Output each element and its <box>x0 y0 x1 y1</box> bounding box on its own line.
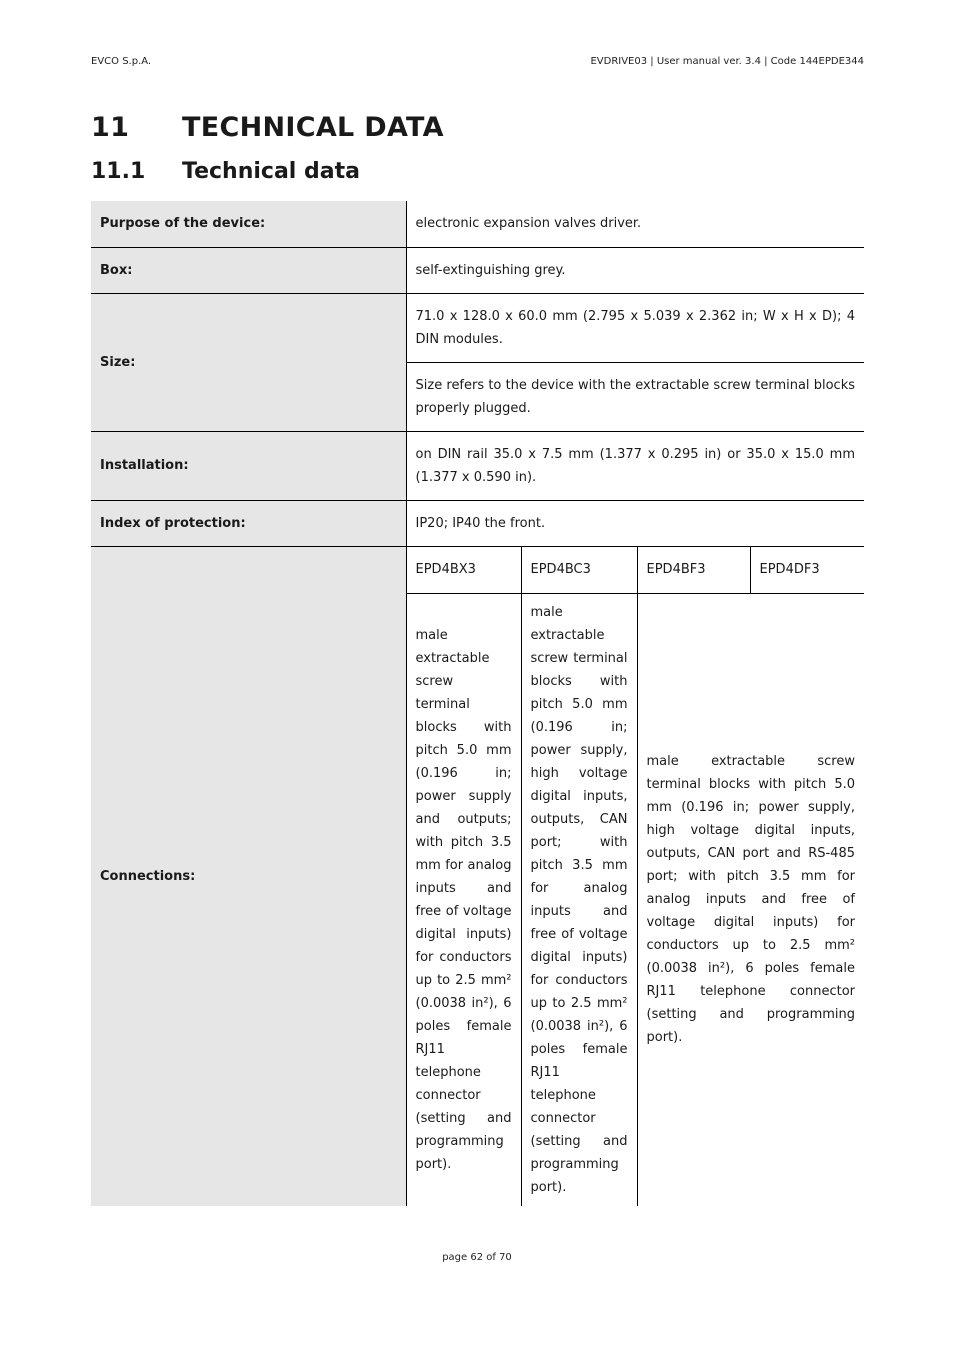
row-label: Box: <box>91 247 406 293</box>
row-value: electronic expansion valves driver. <box>406 201 864 247</box>
header-doc-info: EVDRIVE03 | User manual ver. 3.4 | Code 144EPDE344 <box>590 56 864 67</box>
subsection-number: 11.1 <box>91 159 146 184</box>
header-company: EVCO S.p.A. <box>91 56 152 67</box>
connections-bf3-df3: male extractable screw terminal blocks with pitch 5.0 mm (0.196 in; power supply, high voltage digital inputs, outputs, CAN port and RS-485 port; with pitch 3.5 mm for analog inputs and free of voltage digital inputs) for conductors up to 2.5 mm² (0.0038 in²), 6 poles female RJ11 telephone connector (setting and programming port). <box>637 593 864 1206</box>
subsection-title: Technical data <box>182 159 360 184</box>
model-header: EPD4BF3 <box>637 546 750 593</box>
row-label: Connections: <box>91 546 406 1206</box>
row-label: Installation: <box>91 431 406 500</box>
table-row <box>91 500 864 546</box>
row-value: 71.0 x 128.0 x 60.0 mm (2.795 x 5.039 x 2.362 in; W x H x D); 4 DIN modules. <box>406 293 864 362</box>
table-row <box>91 293 864 362</box>
table-row <box>91 201 864 247</box>
section-heading <box>91 112 444 143</box>
row-value: on DIN rail 35.0 x 7.5 mm (1.377 x 0.295 in) or 35.0 x 15.0 mm (1.377 x 0.590 in). <box>406 431 864 500</box>
section-title: TECHNICAL DATA <box>182 112 444 143</box>
table-row <box>91 247 864 293</box>
row-value: self-extinguishing grey. <box>406 247 864 293</box>
row-label: Size: <box>91 293 406 431</box>
model-header: EPD4DF3 <box>750 546 864 593</box>
row-value: IP20; IP40 the front. <box>406 500 864 546</box>
model-header: EPD4BX3 <box>406 546 521 593</box>
row-value: Size refers to the device with the extractable screw terminal blocks properly plugged. <box>406 362 864 431</box>
connections-bc3: male extractable screw terminal blocks with pitch 5.0 mm (0.196 in; power supply, high voltage digital inputs, outputs, CAN port; with pitch 3.5 mm for analog inputs and free of voltage digital inputs) for conductors up to 2.5 mm² (0.0038 in²), 6 poles female RJ11 telephone connector (setting and programming port). <box>521 593 637 1206</box>
table-row <box>91 546 864 593</box>
table-row <box>91 431 864 500</box>
technical-data-table <box>91 201 864 1206</box>
row-label: Index of protection: <box>91 500 406 546</box>
row-label: Purpose of the device: <box>91 201 406 247</box>
connections-bx3: male extractable screw terminal blocks with pitch 5.0 mm (0.196 in; power supply and outputs; with pitch 3.5 mm for analog inputs and free of voltage digital inputs) for conductors up to 2.5 mm² (0.0038 in²), 6 poles female RJ11 telephone connector (setting and programming port). <box>415 627 512 1172</box>
model-header: EPD4BC3 <box>521 546 637 593</box>
section-number: 11 <box>91 112 130 143</box>
subsection-heading <box>91 159 360 184</box>
page-number: page 62 of 70 <box>442 1252 512 1263</box>
